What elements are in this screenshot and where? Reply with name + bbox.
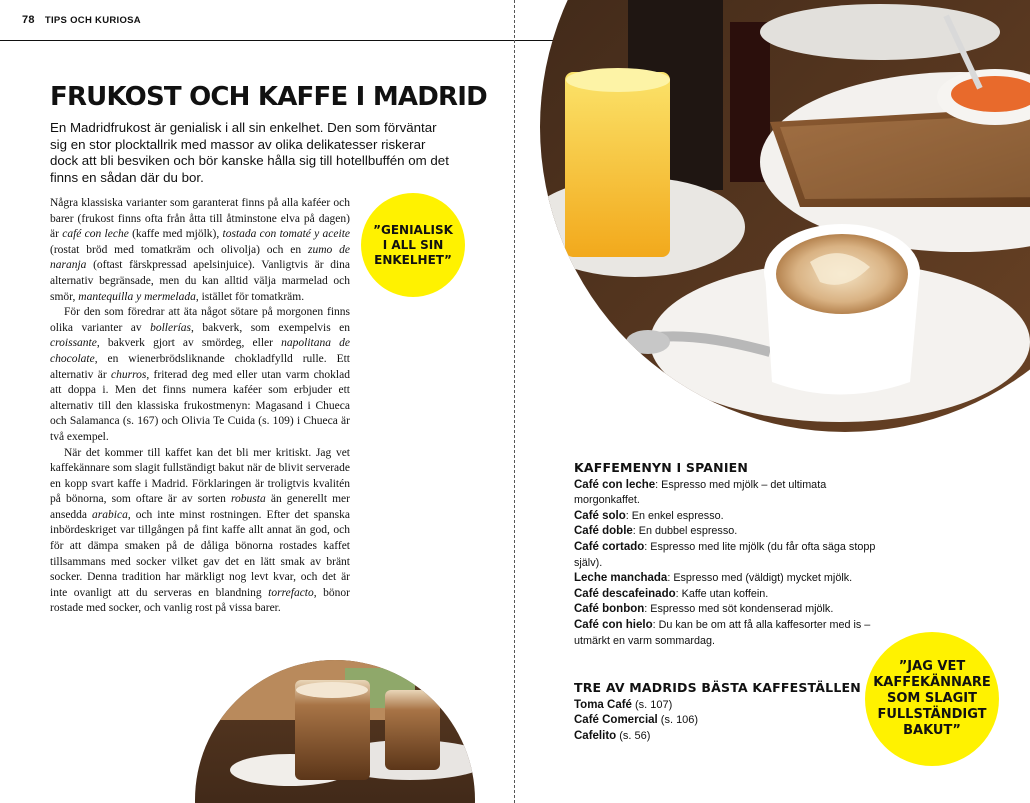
right-page bbox=[515, 0, 1030, 803]
menu-item: Café descafeinado: Kaffe utan koffein. bbox=[574, 587, 769, 600]
body-paragraph-2: För den som föredrar att äta något sötare på morgonen finns olika varianter av bollerías, bakverk, som exempelvis en croissante, bakverk gjort av smördeg, eller napolitana de chocolate, en wienerbrödsliknande chokladfylld rulle. Ett alternativ är churros, friterad deg med eller utan varm choklad att doppa i. Men det finns numera kaféer som erbjuder ett alternativ till den klassiska frukostmenyn: Magasand i Chueca och Salamanca (s. 167) och Olivia Te Cuida (s. 109) i Chueca är två exempel. bbox=[50, 306, 351, 443]
menu-item: Café cortado: Espresso med lite mjölk (du får ofta säga stopp själv). bbox=[574, 540, 876, 569]
page-fold bbox=[514, 0, 515, 803]
left-running-title: TIPS OCH KURIOSA bbox=[44, 15, 141, 26]
left-header-rule bbox=[0, 40, 515, 41]
breakfast-illustration bbox=[540, 0, 1030, 432]
pull-quote-bubble-right: ”JAG VET KAFFEKÄNNARE SOM SLAGIT FULLSTÄNDIGT BAKUT” bbox=[865, 632, 999, 766]
best-cafes-list bbox=[574, 680, 879, 744]
pull-quote-bubble-left: ”GENIALISK I ALL SIN ENKELHET” bbox=[361, 193, 465, 297]
left-running-head bbox=[22, 14, 141, 26]
article-body bbox=[50, 196, 350, 617]
breakfast-photo bbox=[540, 0, 1030, 432]
left-page-number: 78 bbox=[22, 14, 35, 26]
body-paragraph-1: Några klassiska varianter som garanterat finns på alla kaféer och barer (frukost finns ofta från åtta till åtminstone elva på dagen) är café con leche (kaffe med mjölk), tostada con tomaté y aceite (rostat bröd med tomatkräm och olivolja) och en zumo de naranja (oftast färskpressad apelsinjuice). Vanligtvis är dina alternativ begränsade, men du kan alltid välja marmelad och smör, mantequilla y mermelada, istället för tomatkräm. bbox=[50, 197, 350, 303]
cafes-heading: TRE AV MADRIDS BÄSTA KAFFESTÄLLEN bbox=[574, 680, 861, 695]
cafe-item: Café Comercial (s. 106) bbox=[574, 714, 699, 726]
cafe-item: Toma Café (s. 107) bbox=[574, 698, 673, 711]
menu-item: Café con hielo: Du kan be om att få alla kaffesorter med is – utmärkt en varm sommardag. bbox=[574, 618, 871, 647]
coffee-glasses-photo bbox=[195, 660, 475, 803]
cafe-item: Cafelito (s. 56) bbox=[574, 729, 651, 742]
menu-item: Leche manchada: Espresso med (väldigt) mycket mjölk. bbox=[574, 572, 853, 585]
menu-item: Café solo: En enkel espresso. bbox=[574, 509, 724, 522]
body-paragraph-3: När det kommer till kaffet kan det bli mer kritiskt. Jag vet kaffekännare som slagit fullständigt bakut när de blivit serverade en kopp svart kaffe i Madrid. Förklaringen är troligtvis kvalitén på bönorna, som oftare är av sorten robusta än generellt mer ansedda arabica, och inte minst rostningen. Efter det spanska inbördeskriget var tillgången på fint kaffe allt annat än god, och för att dämpa smaken på de dåliga bönorna rostades kaffet tillsammans med socker vilket gav det en lätt smak av bränt socker. Denna tradition har märkligt nog levt kvar, och det är inte ovanligt att du serveras en blandning torrefacto, bönor rostade med socker, och vanlig rost på vissa barer. bbox=[50, 446, 350, 615]
coffee-glasses-illustration bbox=[195, 660, 475, 803]
article-lead: En Madridfrukost är genialisk i all sin enkelhet. Den som förväntar sig en stor plocktallrik med massor av olika delikatesser riskerar dock att bli besviken och bör kanske hålla sig till hotellbuffén om det finns en sådan där du bor. bbox=[50, 120, 449, 185]
article-title: FRUKOST OCH KAFFE I MADRID bbox=[50, 82, 487, 112]
menu-item: Café doble: En dubbel espresso. bbox=[574, 525, 738, 538]
menu-heading: KAFFEMENYN I SPANIEN bbox=[574, 460, 749, 475]
menu-item: Café con leche: Espresso med mjölk – det ultimata morgonkaffet. bbox=[574, 478, 827, 507]
menu-item: Café bonbon: Espresso med söt kondenserad mjölk. bbox=[574, 603, 834, 616]
coffee-menu bbox=[574, 460, 879, 649]
